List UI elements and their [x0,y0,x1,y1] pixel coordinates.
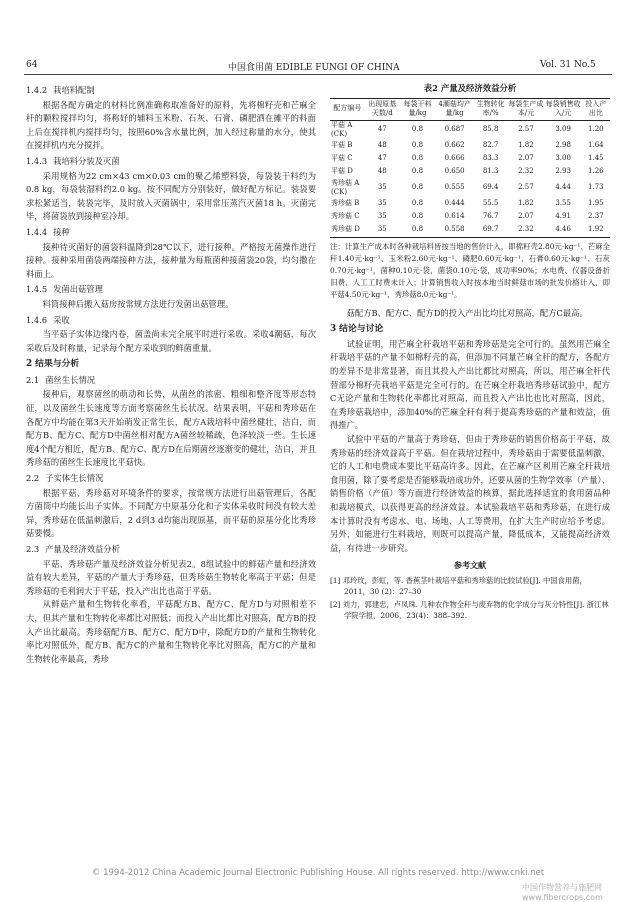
table-cell: 2.57 [518,183,534,192]
table-cell: 2.93 [555,167,571,176]
table-cell: 1.45 [588,154,604,163]
subsection-heading [26,283,316,297]
table-cell: 4.91 [555,212,571,221]
subsection-number: 1.4.4 [26,226,48,237]
subsection-heading [26,226,316,240]
table-row [330,224,610,238]
subsection-heading [26,374,316,388]
journal-title: 中国食用菌 EDIBLE FUNGI OF CHINA [228,63,400,73]
subsection-heading [26,543,316,557]
table-cell: 秀珍菇 B [331,199,360,208]
table-cell: 2.57 [518,125,534,134]
table-cell: 0.444 [444,199,465,208]
table-row [330,153,610,166]
reference-item: [2] 刘力，郭建忠，卢凤珠. 几种农作物全秆与废弃物的化学成分与灰分特性[J]. 浙江林学院学报，2006，23(4)：388–392. [330,599,609,620]
table-cell: 83.3 [482,154,499,163]
table-cell: 秀珍菇 D [331,225,360,234]
subsection-heading [26,155,316,169]
subsection-title: 产量及经济效益分析 [45,544,120,554]
table-cell: 0.662 [444,141,465,150]
subsection-number: 1.4.2 [26,85,48,95]
reference-item: [1] 邓玲玫，彭虹，等. 香蕉茎叶栽培平菇和秀珍菇的比较试验[J]. 中国食用菌，2011，30 (2)：27–30 [330,575,587,596]
table-cell: 4.46 [555,225,571,234]
paragraph: 当平菇子实体边缘内卷，菌盖尚未完全展平时进行采收。采收4潮菇，每次采收后及时称量，记录每个配方采收到的鲜菌重量。 [26,329,316,353]
table-cell: 1.95 [588,199,604,208]
subsection-title: 菌丝生长情况 [45,374,95,385]
table-cell: 81.3 [482,167,499,176]
table-cell: 0.558 [444,225,465,234]
right-body [330,307,610,556]
paragraph: 试验证明，用芒麻全秆栽培平菇和秀珍菇是完全可行的。虽然用芒麻全秆栽培平菇的产量不如棉籽壳的高，但添加不同量芒麻全秆的配方，各配方的差异不是非常显著，而且其投入产出比都比对照高，所以，用芒麻全秆代替部分棉籽壳栽培平菇是完全可行的。在芒麻全秆栽培秀珍菇试验中，配方C无论产量和生物转化率都比对照高，而且投入产出比也比对照高，因此，在秀珍菇栽培中，添加40%的芒麻全秆有利于提高秀珍菇的产量和效益，值得推广。 [330,338,610,431]
table-row [330,120,610,140]
section-heading: 3 结论与讨论 [330,324,384,335]
section-heading: 2 结果与分析 [26,359,80,370]
table-cell: 3.00 [555,154,571,163]
table-cell: 35 [377,225,387,234]
table-header-cell: 每袋干料量/kg [403,99,432,118]
table-cell: 1.92 [588,225,604,234]
table-header-cell: 4潮菇均产量/kg [438,99,471,118]
table-cell: 0.8 [411,154,424,163]
table-row [330,179,610,198]
table-cell: 35 [377,212,387,221]
table-cell: 平菇 C [331,154,353,163]
subsection-number: 1.4.3 [26,155,48,166]
subsection-title: 栽培料分装及灭菌 [53,155,120,166]
table-cell: 4.44 [555,183,571,192]
table-cell: 82.7 [482,141,499,150]
subsection-title: 子实体生长情况 [45,473,104,484]
table-cell: 1.73 [588,183,604,192]
table-cell: 35 [377,199,387,208]
table-cell: 76.7 [482,212,499,221]
left-column [26,82,316,666]
subsection-heading [26,472,316,486]
table-cell: 2.32 [518,167,534,176]
table-cell: 48 [377,167,387,176]
subsection-number: 2.1 [26,374,40,385]
table-cell: 69.7 [482,225,499,234]
table-cell: 平菇 B [331,141,353,150]
paragraph: 平菇、秀珍菇产量及经济效益分析见表2。8组试验中的鲜菇产量和经济效益有较大差异，平菇的产量大于秀珍菇，但秀珍菇生物转化率高于平菇；但是秀珍菇的毛利润大于平菇，投入产出比也高于平菇。 [26,558,316,596]
table-cell: 0.8 [411,183,424,192]
table-cell: 69.4 [482,183,499,192]
subsection-heading [26,84,316,98]
table-cell: 平菇 D [331,167,353,176]
table-header-cell: 配方编号 [333,104,362,113]
table-cell: 0.8 [411,167,424,176]
table-cell: 0.650 [444,167,465,176]
table-cell: 0.614 [444,212,465,221]
table-cell: 3.55 [555,199,571,208]
table-cell: 2.98 [555,141,571,150]
volume-issue: Vol. 31 No.5 [540,60,596,70]
table-header-row [330,98,610,120]
table-cell: 0.8 [411,212,424,221]
subsection-title: 发菌出菇管理 [53,284,103,295]
table-cell: 0.555 [444,183,465,192]
paragraph: 采用规格为22 cm×43 cm×0.03 cm的聚乙烯塑料袋，每袋装干料约为0.8 kg，每袋装湿料约2.0 kg。按不同配方分别装好，做好配方标记。装袋要求松紧适当，装袋完毕，及时放入灭菌锅中，采用常压蒸汽灭菌18 h。灭菌完毕，将菌袋放到接种室冷却。 [26,170,316,222]
table-header-cell: 投入产出比 [585,99,607,118]
table-cell: 平菇 A (CK) [331,120,353,139]
table-cell: 48 [377,141,387,150]
paragraph: 接种后，观察菌丝的萌动和长势，从菌丝的浓密、粗细和整齐度等形态特征，以及菌丝生长速度等方面考察菌丝生长状况。结果表明，平菇和秀珍菇在各配方中均能在第3天开始萌发正常生长，配方A栽培料中菌丝健壮，洁白，而配方B、配方C、配方D中菌丝相对配方A菌丝较稀疏，色泽较淡一些。生长速度4个配方相近，配方B、配方C、配方D在后期菌丝逐渐变的健壮，洁白，并且秀珍菇的菌丝生长速度比平菇快。 [26,389,316,468]
right-column [330,82,610,623]
table-header-cell: 每袋销售收入/元 [545,99,581,118]
page-number: 64 [26,60,38,70]
references-list [330,575,610,621]
table-cell: 1.82 [518,199,534,208]
table-caption: 表2 产量及经济效益分析 [423,83,517,93]
copyright-footer: © 1994-2012 China Academic Journal Electronic Publishing House. All rights reserved. http://www.cnki.net [91,868,545,878]
table-cell: 秀珍菇 C [331,212,360,221]
paragraph: 根据各配方确定的材料比例准确称取准备好的原料，先将棉籽壳和芒麻全秆的颗粒搅拌均匀，将称好的辅料玉米粉、石灰、石膏、磷肥洒在摊平的料面上后在搅拌机内搅拌均匀，按照60%含水量比例，加入经过称量的水分，使其在搅拌机内充分搅拌。 [26,99,316,151]
table-cell: 3.09 [555,125,571,134]
table-cell: 0.8 [411,199,424,208]
subsection-number: 1.4.6 [26,314,48,325]
table-header-cell: 每袋生产成本/元 [508,99,544,118]
paragraph: 接种待灭菌好的菌袋料温降到28℃以下，进行接种。严格按无菌操作进行接种。接种采用菌袋两端接种方法，接种量为每瓶菌种接菌袋20袋，均匀撒在料面上。 [26,241,316,279]
table-cell: 0.8 [411,225,424,234]
paragraph: 试验中平菇的产量高于秀珍菇，但由于秀珍菇的销售价格高于平菇，故秀珍菇的经济效益高于平菇。但在栽培过程中，秀珍菇由于需要低温刺激，它的人工和电费成本要比平菇高许多。因此，在芒麻产区利用芒麻全秆栽培食用菌，除了要考虑是否能够栽培成功外，还要从菌的生物学效率（产量）、销售价格（产值）等方面进行经济效益的核算，据此选择适宜的食用菌品种和栽培模式，以获得更高的经济效益。本试验栽培平菇和秀珍菇，在进行成本计算时没有考虑水、电、场地、人工等费用，在扩大生产时应给予考虑。另外，如能进行生料栽培，则既可以提高产量，降低成本，又能提高经济效益，有待进一步研究。 [330,433,610,553]
table-cell: 1.20 [588,125,604,134]
table-row [330,140,610,153]
table-cell: 47 [377,125,387,134]
subsection-number: 2.2 [26,473,40,484]
table-cell: 秀珍菇 A (CK) [331,178,360,197]
table-cell: 2.37 [588,212,604,221]
table-cell: 47 [377,154,387,163]
subsection-title: 采收 [53,314,70,325]
paragraph: 料筒接种后搬入菇房按常规方法进行发菌出菇管理。 [42,298,234,309]
table-cell: 1.64 [588,141,604,150]
table-cell: 2.32 [518,225,534,234]
watermark: 中国作物营养与施肥网 www.fibercrops.com [522,883,603,902]
table-row [330,211,610,224]
table-header-cell: 生物转化率/% [476,99,505,118]
table-body [330,120,610,237]
paragraph: 根据平菇、秀珍菇对环境条件的要求，按常规方法进行出菇管理后，各配方菌筒中均能长出子实体。不同配方中原基分化和子实体采收时间没有较大差异，秀珍菇在低温刺激后，2 d到3 d均能出现原基，而平菇的原基分化比秀珍菇要慢。 [26,487,316,539]
subsection-number: 2.3 [26,544,40,554]
table-row [330,166,610,179]
table-cell: 0.666 [444,154,465,163]
subsection-title: 栽培料配制 [53,85,95,95]
table-note: 注：计算生产成本时各种栽培料皆按当地的售价计入，即棉籽壳2.80元·kg⁻¹、芒麻全秆1.40元·kg⁻¹、玉米粉2.60元·kg⁻¹、磷肥0.60元·kg⁻¹、石膏0.60元·kg⁻¹、石灰0.70元·kg⁻¹，菌种0.10元·袋，菌袋0.10元·袋，成功率90%；水电费、仪器设备折旧费、人工工时费未计入；计算销售收入时按本地当时鲜菇市场的批发价格计入，即平菇4.50元·kg⁻¹、秀珍菇8.0元·kg⁻¹。 [330,241,610,299]
table-row [330,198,610,211]
header-rule [24,74,612,75]
table-cell: 0.8 [411,141,424,150]
table-cell: 0.687 [444,125,465,134]
table-cell: 1.26 [588,167,604,176]
table-header-cell: 出现原基天数/d [368,99,397,118]
paragraph: 菇配方B、配方C、配方D的投入产出比均比对照高，配方C最高。 [346,307,588,318]
table-cell: 35 [377,183,387,192]
references-title: 参考文献 [454,560,486,571]
table-cell: 2.07 [518,154,534,163]
table-cell: 0.8 [411,125,424,134]
table-cell: 2.07 [518,212,534,221]
table-cell: 55.5 [482,199,499,208]
paragraph: 从鲜菇产量和生物转化率看，平菇配方B、配方C、配方D与对照相差不大，但其产量和生物转化率都比对照低；而投入产出比都比对照高，配方B的投入产出比最高。秀珍菇配方B、配方C、配方D中，除配方D的产量和生物转化率比对照低外，配方B、配方C的产量和生物转化率比对照高，配方C的产量和生物转化率最高，秀珍 [26,599,316,664]
subsection-title: 接种 [53,226,70,237]
subsection-number: 1.4.5 [26,284,48,295]
subsection-heading [26,314,316,328]
yield-benefit-table [330,98,610,238]
table-cell: 1.82 [518,141,534,150]
table-cell: 85.8 [482,125,499,134]
